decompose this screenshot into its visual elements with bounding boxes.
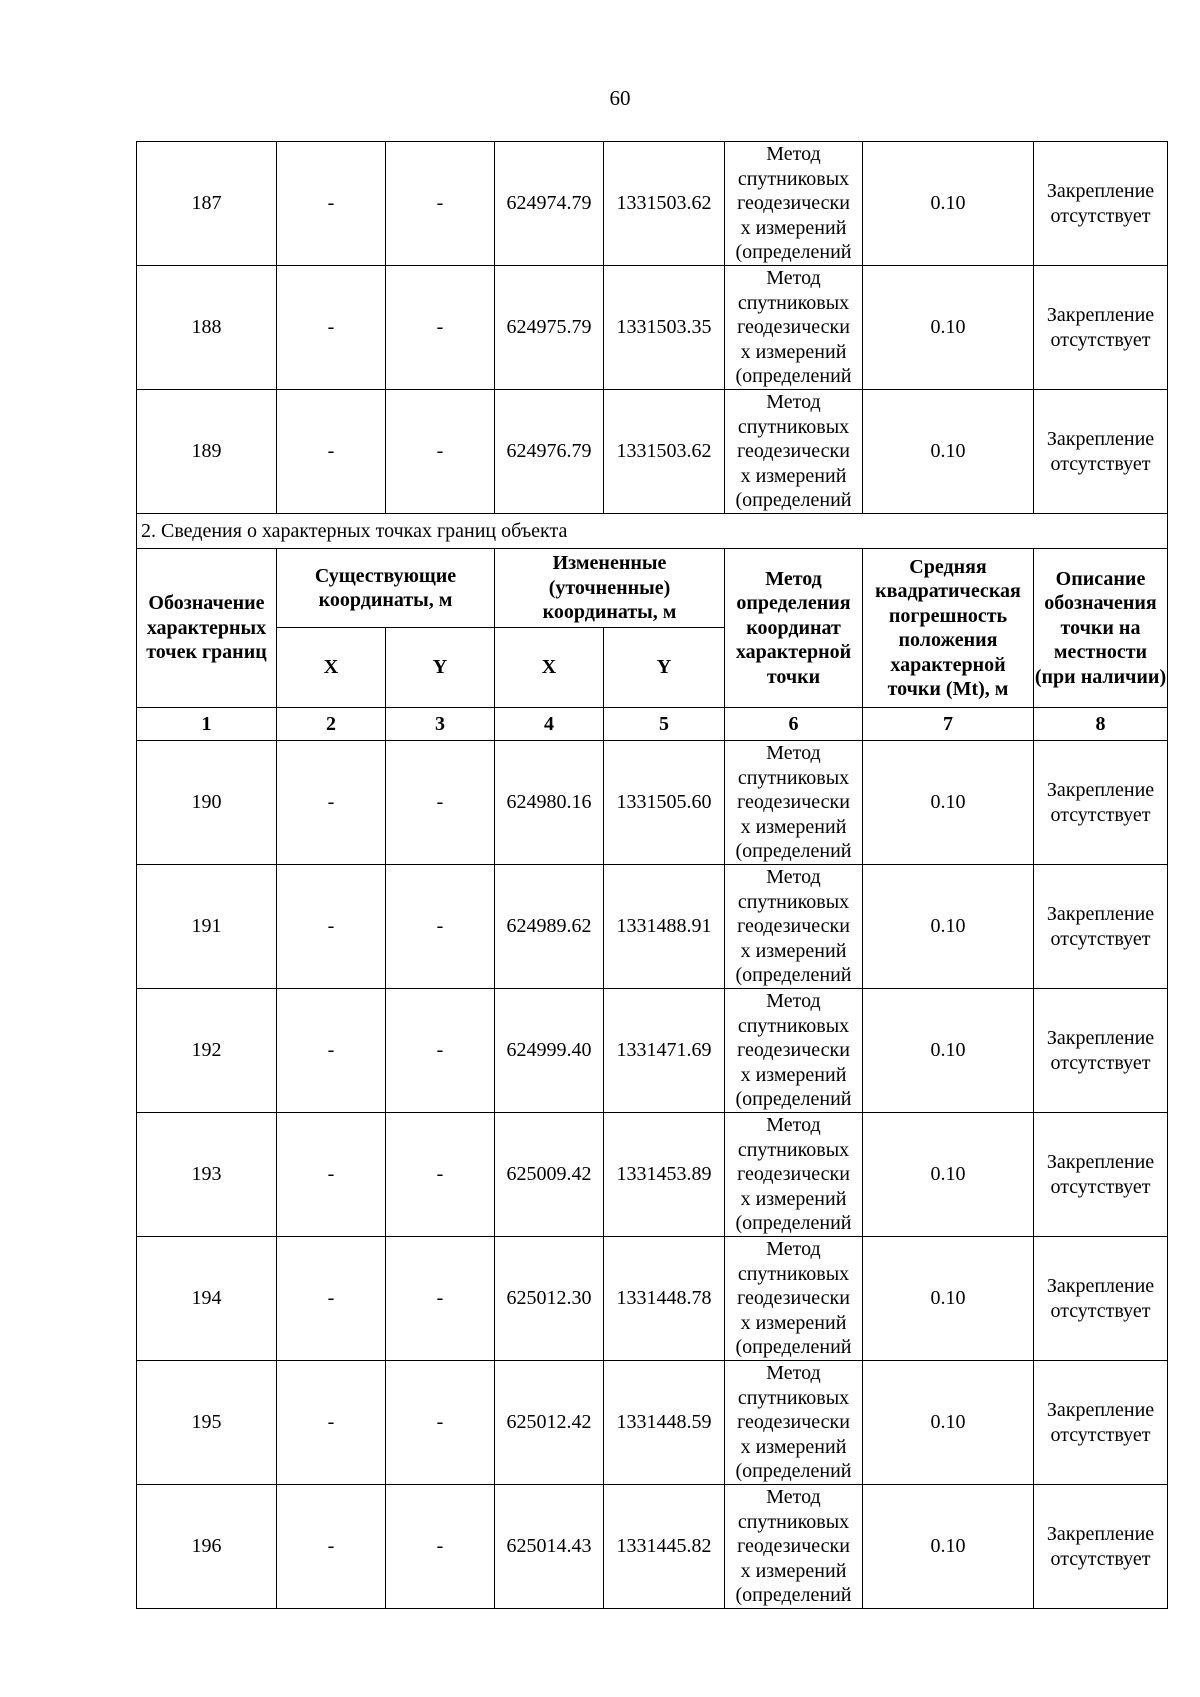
method-line: геодезически — [737, 192, 850, 215]
method-line: Метод — [766, 1238, 821, 1261]
header-designation: Обозначение характерных точек границ — [137, 549, 277, 708]
method-line: х измерений — [740, 1435, 847, 1458]
method-line: х измерений — [740, 216, 847, 239]
method-line: (определений — [735, 1584, 852, 1607]
column-number: 4 — [495, 708, 604, 741]
description-cell: Закрепление отсутствует — [1034, 741, 1168, 865]
method-line: геодезически — [737, 1287, 850, 1310]
method-line: геодезически — [737, 1535, 850, 1558]
column-number: 6 — [725, 708, 863, 741]
method-cell — [725, 1113, 863, 1237]
method-line: Метод — [766, 1362, 821, 1385]
x-coordinate-cell: 624980.16 — [495, 741, 604, 865]
point-id-cell: 193 — [137, 1113, 277, 1237]
existing-y-cell: - — [386, 266, 495, 390]
table-row — [137, 741, 1168, 865]
existing-x-cell: - — [277, 1361, 386, 1485]
method-line: х измерений — [740, 340, 847, 363]
header-error: Средняя квадратическая погрешность положения характерной точки (Mt), м — [863, 549, 1034, 708]
method-line: (определений — [735, 1088, 852, 1111]
method-line: спутниковых — [737, 1014, 850, 1037]
method-line: Метод — [766, 1486, 821, 1509]
existing-y-cell: - — [386, 741, 495, 865]
existing-y-cell: - — [386, 1237, 495, 1361]
table-row — [137, 1237, 1168, 1361]
column-number: 3 — [386, 708, 495, 741]
point-id-cell: 191 — [137, 865, 277, 989]
point-id-cell: 192 — [137, 989, 277, 1113]
mt-error-cell: 0.10 — [863, 1237, 1034, 1361]
method-cell — [725, 266, 863, 390]
method-line: х измерений — [740, 1063, 847, 1086]
y-coordinate-cell: 1331503.62 — [604, 142, 725, 266]
existing-y-cell: - — [386, 390, 495, 514]
method-line: (определений — [735, 241, 852, 264]
method-line: геодезически — [737, 316, 850, 339]
description-cell: Закрепление отсутствует — [1034, 865, 1168, 989]
existing-x-cell: - — [277, 266, 386, 390]
table-row — [137, 1485, 1168, 1609]
table-row — [137, 266, 1168, 390]
existing-y-cell: - — [386, 1361, 495, 1485]
y-coordinate-cell: 1331505.60 — [604, 741, 725, 865]
column-number: 8 — [1034, 708, 1168, 741]
y-coordinate-cell: 1331488.91 — [604, 865, 725, 989]
point-id-cell: 187 — [137, 142, 277, 266]
x-coordinate-cell: 624976.79 — [495, 390, 604, 514]
method-line: Метод — [766, 267, 821, 290]
existing-y-cell: - — [386, 142, 495, 266]
x-coordinate-cell: 625009.42 — [495, 1113, 604, 1237]
method-line: спутниковых — [737, 291, 850, 314]
method-line: геодезически — [737, 1163, 850, 1186]
mt-error-cell: 0.10 — [863, 390, 1034, 514]
method-line: спутниковых — [737, 167, 850, 190]
mt-error-cell: 0.10 — [863, 741, 1034, 865]
mt-error-cell: 0.10 — [863, 1485, 1034, 1609]
header-changed: Измененные (уточненные) координаты, м — [495, 549, 725, 628]
method-line: спутниковых — [737, 415, 850, 438]
y-coordinate-cell: 1331471.69 — [604, 989, 725, 1113]
method-cell — [725, 390, 863, 514]
method-cell — [725, 989, 863, 1113]
x-coordinate-cell: 625012.30 — [495, 1237, 604, 1361]
method-line: (определений — [735, 1460, 852, 1483]
method-line: (определений — [735, 1212, 852, 1235]
existing-y-cell: - — [386, 1485, 495, 1609]
method-line: спутниковых — [737, 1262, 850, 1285]
y-coordinate-cell: 1331453.89 — [604, 1113, 725, 1237]
mt-error-cell: 0.10 — [863, 266, 1034, 390]
method-cell — [725, 865, 863, 989]
method-line: спутниковых — [737, 766, 850, 789]
method-line: (определений — [735, 489, 852, 512]
method-cell — [725, 741, 863, 865]
method-line: (определений — [735, 840, 852, 863]
method-line: геодезически — [737, 1039, 850, 1062]
description-cell: Закрепление отсутствует — [1034, 1237, 1168, 1361]
method-line: спутниковых — [737, 1386, 850, 1409]
existing-x-cell: - — [277, 390, 386, 514]
x-coordinate-cell: 624974.79 — [495, 142, 604, 266]
mt-error-cell: 0.10 — [863, 1113, 1034, 1237]
mt-error-cell: 0.10 — [863, 1361, 1034, 1485]
method-line: х измерений — [740, 1187, 847, 1210]
existing-x-cell: - — [277, 865, 386, 989]
table-row — [137, 390, 1168, 514]
method-line: Метод — [766, 391, 821, 414]
existing-x-cell: - — [277, 1113, 386, 1237]
method-line: х измерений — [740, 464, 847, 487]
header-method: Метод определения координат характерной точки — [725, 549, 863, 708]
method-cell — [725, 142, 863, 266]
table-row — [137, 142, 1168, 266]
existing-x-cell: - — [277, 989, 386, 1113]
mt-error-cell: 0.10 — [863, 989, 1034, 1113]
header-existing: Существующие координаты, м — [277, 549, 495, 628]
point-id-cell: 188 — [137, 266, 277, 390]
y-coordinate-cell: 1331448.59 — [604, 1361, 725, 1485]
point-id-cell: 194 — [137, 1237, 277, 1361]
method-line: спутниковых — [737, 1510, 850, 1533]
coordinates-table — [136, 141, 1168, 1609]
table-body-bottom — [137, 741, 1168, 1609]
existing-y-cell: - — [386, 1113, 495, 1237]
column-number: 2 — [277, 708, 386, 741]
method-line: (определений — [735, 964, 852, 987]
method-line: геодезически — [737, 1411, 850, 1434]
table-row — [137, 1361, 1168, 1485]
method-line: (определений — [735, 1336, 852, 1359]
y-coordinate-cell: 1331448.78 — [604, 1237, 725, 1361]
y-coordinate-cell: 1331503.35 — [604, 266, 725, 390]
x-coordinate-cell: 624975.79 — [495, 266, 604, 390]
method-line: х измерений — [740, 939, 847, 962]
description-cell: Закрепление отсутствует — [1034, 1113, 1168, 1237]
existing-x-cell: - — [277, 142, 386, 266]
point-id-cell: 195 — [137, 1361, 277, 1485]
method-line: х измерений — [740, 1559, 847, 1582]
mt-error-cell: 0.10 — [863, 142, 1034, 266]
header-existing-y: Y — [386, 628, 495, 708]
x-coordinate-cell: 625012.42 — [495, 1361, 604, 1485]
existing-y-cell: - — [386, 865, 495, 989]
x-coordinate-cell: 625014.43 — [495, 1485, 604, 1609]
description-cell: Закрепление отсутствует — [1034, 989, 1168, 1113]
y-coordinate-cell: 1331445.82 — [604, 1485, 725, 1609]
column-number: 5 — [604, 708, 725, 741]
table-header — [137, 514, 1168, 741]
table-body-top — [137, 142, 1168, 514]
header-changed-x: X — [495, 628, 604, 708]
method-cell — [725, 1361, 863, 1485]
description-cell: Закрепление отсутствует — [1034, 390, 1168, 514]
x-coordinate-cell: 624999.40 — [495, 989, 604, 1113]
method-line: Метод — [766, 143, 821, 166]
method-line: х измерений — [740, 1311, 847, 1334]
method-line: Метод — [766, 866, 821, 889]
mt-error-cell: 0.10 — [863, 865, 1034, 989]
column-numbers-row — [137, 708, 1168, 741]
header-existing-x: X — [277, 628, 386, 708]
method-line: спутниковых — [737, 890, 850, 913]
description-cell: Закрепление отсутствует — [1034, 1361, 1168, 1485]
method-cell — [725, 1485, 863, 1609]
column-number: 1 — [137, 708, 277, 741]
method-line: геодезически — [737, 440, 850, 463]
method-line: спутниковых — [737, 1138, 850, 1161]
existing-x-cell: - — [277, 741, 386, 865]
existing-x-cell: - — [277, 1237, 386, 1361]
header-changed-y: Y — [604, 628, 725, 708]
method-cell — [725, 1237, 863, 1361]
existing-y-cell: - — [386, 989, 495, 1113]
method-line: Метод — [766, 1114, 821, 1137]
section-title: 2. Сведения о характерных точках границ объекта — [137, 514, 1168, 549]
table-row — [137, 865, 1168, 989]
method-line: геодезически — [737, 915, 850, 938]
point-id-cell: 196 — [137, 1485, 277, 1609]
point-id-cell: 190 — [137, 741, 277, 865]
method-line: Метод — [766, 990, 821, 1013]
method-line: Метод — [766, 742, 821, 765]
point-id-cell: 189 — [137, 390, 277, 514]
method-line: х измерений — [740, 815, 847, 838]
y-coordinate-cell: 1331503.62 — [604, 390, 725, 514]
table-row — [137, 1113, 1168, 1237]
description-cell: Закрепление отсутствует — [1034, 266, 1168, 390]
page-number: 60 — [609, 86, 631, 110]
column-number: 7 — [863, 708, 1034, 741]
table-row — [137, 989, 1168, 1113]
description-cell: Закрепление отсутствует — [1034, 142, 1168, 266]
header-description: Описание обозначения точки на местности (при наличии) — [1034, 549, 1168, 708]
x-coordinate-cell: 624989.62 — [495, 865, 604, 989]
method-line: геодезически — [737, 791, 850, 814]
existing-x-cell: - — [277, 1485, 386, 1609]
method-line: (определений — [735, 365, 852, 388]
description-cell: Закрепление отсутствует — [1034, 1485, 1168, 1609]
